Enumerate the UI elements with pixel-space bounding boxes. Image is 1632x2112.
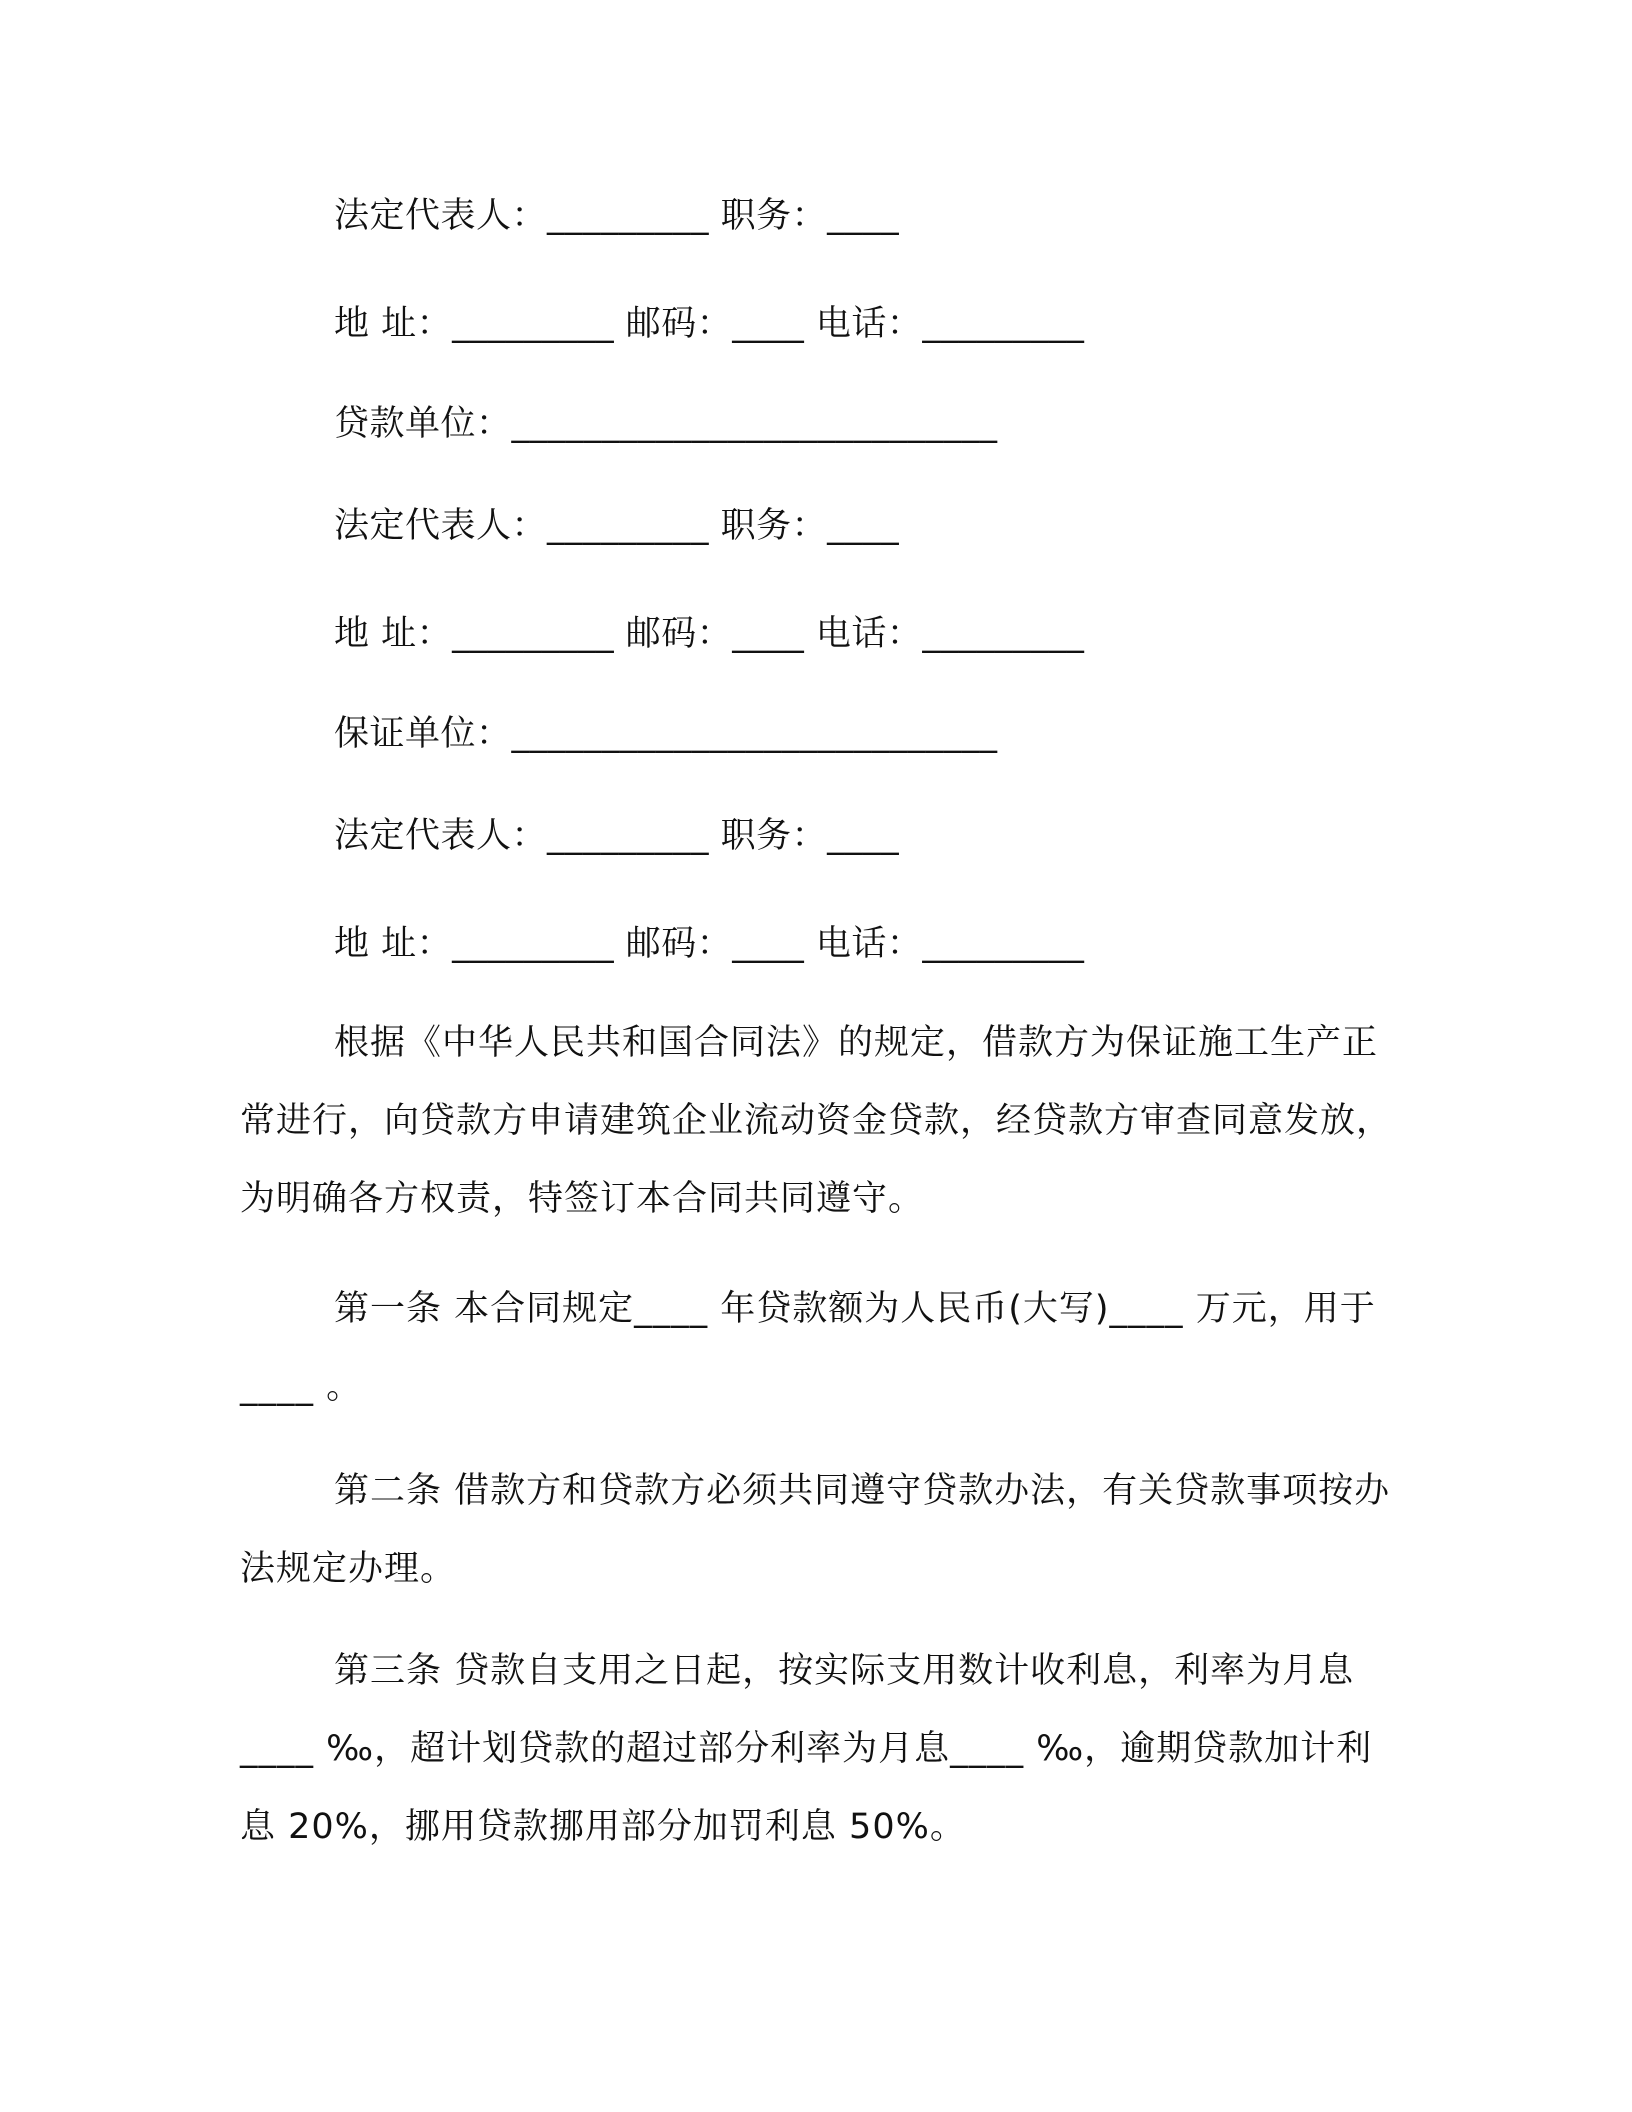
preamble-paragraph: 根据《中华人民共和国合同法》的规定，借款方为保证施工生产正常进行，向贷款方申请建筑企业流动资金贷款，经贷款方审查同意发放，为明确各方权责，特签订本合同共同遵守。 <box>240 1023 1393 1219</box>
borrower-address-line: 地 址：_________ 邮码：____ 电话：_________ <box>334 304 1085 344</box>
guarantor-unit-line: 保证单位：___________________________ <box>334 714 998 754</box>
borrower-legal-rep-line: 法定代表人：_________ 职务：____ <box>334 196 900 236</box>
article-2-paragraph: 第二条 借款方和贷款方必须共同遵守贷款办法，有关贷款事项按办法规定办理。 <box>240 1471 1391 1589</box>
lender-address-line: 地 址：_________ 邮码：____ 电话：_________ <box>334 614 1085 654</box>
lender-unit-line: 贷款单位：___________________________ <box>334 404 998 444</box>
article-1-paragraph: 第一条 本合同规定____ 年贷款额为人民币(大写)____ 万元，用于____ 。 <box>240 1289 1376 1407</box>
article-3-paragraph: 第三条 贷款自支用之日起，按实际支用数计收利息，利率为月息____ ‰，超计划贷款的超过部分利率为月息____ ‰，逾期贷款加计利息 20%，挪用贷款挪用部分加罚利息 50%。 <box>240 1651 1373 1847</box>
guarantor-legal-rep-line: 法定代表人：_________ 职务：____ <box>334 816 900 856</box>
lender-legal-rep-line: 法定代表人：_________ 职务：____ <box>334 506 900 546</box>
guarantor-address-line: 地 址：_________ 邮码：____ 电话：_________ <box>334 924 1085 964</box>
